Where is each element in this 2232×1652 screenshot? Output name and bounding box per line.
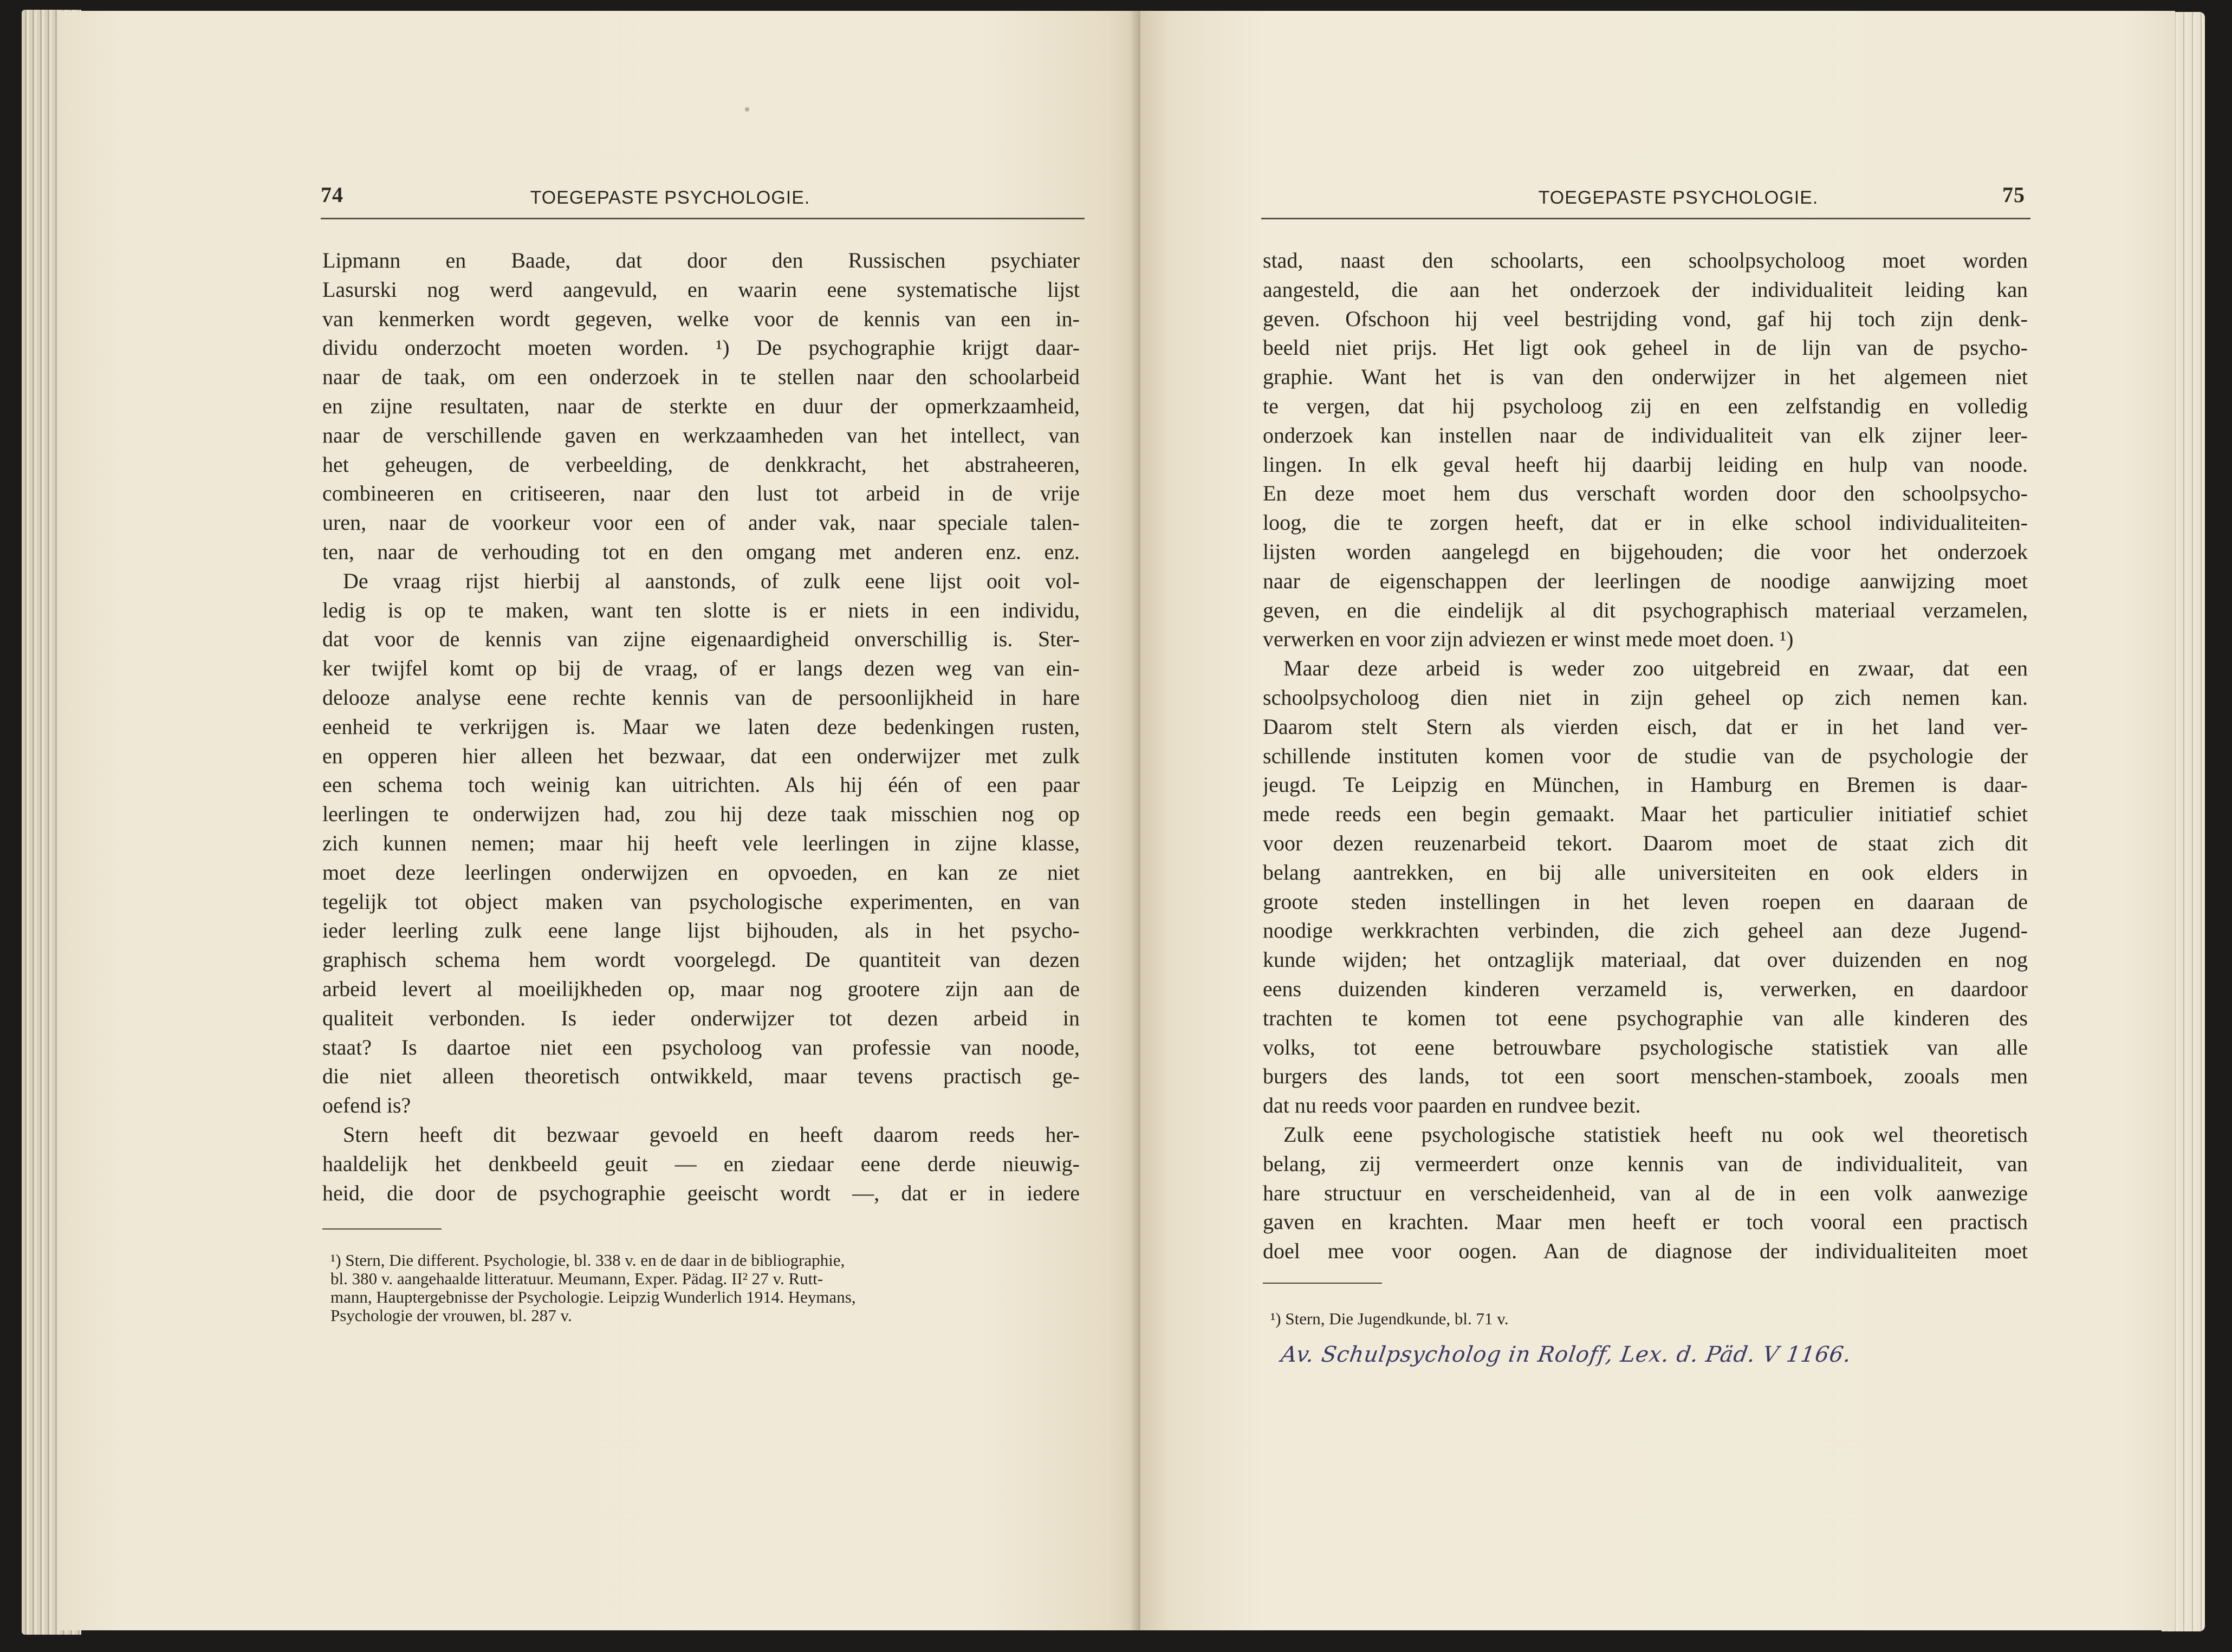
- text-line: stad, naast den schoolarts, een schoolpsycholoog moet worden: [1263, 248, 2028, 272]
- text-line: aangesteld, die aan het onderzoek der individualiteit leiding kan: [1263, 277, 2028, 302]
- text-line: noodige werkkrachten verbinden, die zich geheel aan deze Jugend-: [1263, 918, 2028, 943]
- text-line: graphisch schema hem wordt voorgelegd. De quantiteit van dezen: [322, 947, 1080, 972]
- right-running-head: [1261, 185, 2030, 219]
- text-line: eens duizenden kinderen verzameld is, verwerken, en daardoor: [1263, 976, 2028, 1001]
- text-line: burgers des lands, tot een soort menschen-stamboek, zooals men: [1263, 1064, 2028, 1089]
- left-page: [60, 11, 1140, 1630]
- text-line: Daarom stelt Stern als vierden eisch, dat er in het land ver-: [1263, 714, 2028, 739]
- text-line: haaldelijk het denkbeeld geuit — en ziedaar eene derde nieuwig-: [322, 1151, 1080, 1176]
- text-line: verwerken en voor zijn adviezen er winst mede moet doen. ¹): [1263, 627, 1794, 652]
- text-line: en zijne resultaten, naar de sterkte en duur der opmerkzaamheid,: [322, 393, 1080, 418]
- paper-speck: [745, 107, 749, 112]
- text-line: kunde wijden; het ontzaglijk materiaal, dat over duizenden en nog: [1263, 947, 2028, 972]
- text-line: naar de eigenschappen der leerlingen de noodige aanwijzing moet: [1263, 568, 2028, 593]
- footnote-line: mann, Hauptergebnisse der Psychologie. Leipzig Wunderlich 1914. Heymans,: [330, 1287, 856, 1306]
- text-line: eenheid te verkrijgen is. Maar we laten deze bedenkingen rusten,: [322, 714, 1080, 739]
- text-line: moet deze leerlingen onderwijzen en opvoeden, en kan ze niet: [322, 860, 1080, 884]
- text-line: Lipmann en Baade, dat door den Russischen psychiater: [322, 248, 1080, 272]
- text-line: arbeid levert al moeilijkheden op, maar nog grootere zijn aan de: [322, 976, 1080, 1001]
- right-footnote: [1270, 1310, 2023, 1328]
- footnote-line: ¹) Stern, Die Jugendkunde, bl. 71 v.: [1270, 1309, 1509, 1328]
- text-line: schillende instituten komen voor de studie van de psychologie der: [1263, 743, 2028, 768]
- text-line: dat voor de kennis van zijne eigenaardigheid onverschillig is. Ster-: [322, 627, 1080, 652]
- text-line: naar de taak, om een onderzoek in te stellen naar den schoolarbeid: [322, 365, 1080, 389]
- text-line: beeld niet prijs. Het ligt ook geheel in de lijn van de psycho-: [1263, 335, 2028, 360]
- text-line: ker twijfel komt op bij de vraag, of er langs dezen weg van ein-: [322, 656, 1080, 681]
- text-line: En deze moet hem dus verschaft worden door den schoolpsycho-: [1263, 481, 2028, 506]
- text-line: ten, naar de verhouding tot en den omgang met anderen enz. enz.: [322, 539, 1080, 564]
- running-head-title-left: TOEGEPASTE PSYCHOLOGIE.: [530, 187, 810, 208]
- text-line: heid, die door de psychographie geeischt wordt —, dat er in iedere: [322, 1180, 1080, 1205]
- text-line: die niet alleen theoretisch ontwikkeld, maar tevens practisch ge-: [322, 1064, 1080, 1089]
- left-running-head: [321, 185, 1085, 219]
- right-page: [1140, 11, 2175, 1630]
- handwritten-pencil-note: Av. Schulpsycholog in Roloff, Lex. d. Päd. V 1166.: [1279, 1342, 1853, 1367]
- text-line: graphie. Want het is van den onderwijzer in het algemeen niet: [1263, 365, 2028, 389]
- text-line: loog, die te zorgen heeft, dat er in elke school individualiteiten-: [1263, 510, 2028, 535]
- text-line: Zulk eene psychologische statistiek heeft nu ook wel theoretisch: [1283, 1122, 2028, 1147]
- page-number-left: 74: [321, 183, 343, 207]
- text-line: Lasurski nog werd aangevuld, en waarin eene systematische lijst: [322, 277, 1080, 302]
- text-line: van kenmerken wordt gegeven, welke voor de kennis van een in-: [322, 306, 1080, 331]
- text-line: tegelijk tot object maken van psychologische experimenten, en van: [322, 889, 1080, 914]
- text-line: Stern heeft dit bezwaar gevoeld en heeft daarom reeds her-: [343, 1122, 1080, 1147]
- text-line: doel mee voor oogen. Aan de diagnose der individualiteiten moet: [1263, 1239, 2028, 1264]
- footnote-line: bl. 380 v. aangehaalde litteratuur. Meumann, Exper. Pädag. II² 27 v. Rutt-: [330, 1269, 823, 1288]
- text-line: leerlingen te onderwijzen had, zou hij deze taak misschien nog op: [322, 802, 1080, 827]
- text-line: dat nu reeds voor paarden en rundvee bezit.: [1263, 1093, 1641, 1118]
- text-line: jeugd. Te Leipzig en München, in Hamburg en Bremen is daar-: [1263, 772, 2028, 797]
- text-line: volks, tot eene betrouwbare psychologische statistiek van alle: [1263, 1035, 2028, 1059]
- text-line: te vergen, dat hij psycholoog zij en een zelfstandig en volledig: [1263, 393, 2028, 418]
- footnote-line: Psychologie der vrouwen, bl. 287 v.: [330, 1306, 572, 1325]
- text-line: Maar deze arbeid is weder zoo uitgebreid en zwaar, dat een: [1283, 656, 2028, 681]
- text-line: dividu onderzocht moeten worden. ¹) De psychographie krijgt daar-: [322, 335, 1080, 360]
- text-line: mede reeds een begin gemaakt. Maar het particulier initiatief schiet: [1263, 802, 2028, 827]
- text-line: voor dezen reuzenarbeid tekort. Daarom moet de staat zich dit: [1263, 830, 2028, 855]
- text-line: staat? Is daartoe niet een psycholoog van professie van noode,: [322, 1035, 1080, 1059]
- text-line: delooze analyse eene rechte kennis van de persoonlijkheid in hare: [322, 685, 1080, 710]
- text-line: ieder leerling zulk eene lange lijst bijhouden, als in het psycho-: [322, 918, 1080, 943]
- text-line: geven, en die eindelijk al dit psychographisch materiaal verzamelen,: [1263, 597, 2028, 622]
- text-line: hare structuur en verscheidenheid, van al de in een volk aanwezige: [1263, 1180, 2028, 1205]
- text-line: gaven en krachten. Maar men heeft er toch vooral een practisch: [1263, 1209, 2028, 1234]
- text-line: lingen. In elk geval heeft hij daarbij leiding en hulp van noode.: [1263, 452, 2028, 477]
- footnote-rule-left: [322, 1228, 442, 1230]
- right-body-text: [1263, 246, 2028, 1266]
- text-line: De vraag rijst hierbij al aanstonds, of zulk eene lijst ooit vol-: [343, 568, 1080, 593]
- text-line: onderzoek kan instellen naar de individualiteit van elk zijner leer-: [1263, 422, 2028, 447]
- text-line: belang, zij vermeerdert onze kennis van de individualiteit, van: [1263, 1151, 2028, 1176]
- footnote-line: ¹) Stern, Die different. Psychologie, bl. 338 v. en de daar in de bibliographie,: [330, 1251, 845, 1270]
- left-footnote: [330, 1251, 1083, 1325]
- page-number-right: 75: [2002, 183, 2025, 207]
- text-line: oefend is?: [322, 1093, 411, 1118]
- text-line: belang aantrekken, en bij alle universiteiten en ook elders in: [1263, 860, 2028, 884]
- footnote-rule-right: [1263, 1283, 1382, 1284]
- text-line: schoolpsycholoog dien niet in zijn geheel op zich nemen kan.: [1263, 685, 2028, 710]
- text-line: naar de verschillende gaven en werkzaamheden van het intellect, van: [322, 422, 1080, 447]
- text-line: trachten te komen tot eene psychographie van alle kinderen des: [1263, 1005, 2028, 1030]
- text-line: het geheugen, de verbeelding, de denkkracht, het abstraheeren,: [322, 452, 1080, 477]
- text-line: een schema toch weinig kan uitrichten. Als hij één of een paar: [322, 772, 1080, 797]
- text-line: ledig is op te maken, want ten slotte is er niets in een individu,: [322, 597, 1080, 622]
- text-line: lijsten worden aangelegd en bijgehouden; die voor het onderzoek: [1263, 539, 2028, 564]
- text-line: zich kunnen nemen; maar hij heeft vele leerlingen in zijne klasse,: [322, 830, 1080, 855]
- running-head-title-right: TOEGEPASTE PSYCHOLOGIE.: [1538, 187, 1819, 208]
- text-line: geven. Ofschoon hij veel bestrijding vond, gaf hij toch zijn denk-: [1263, 306, 2028, 331]
- text-line: qualiteit verbonden. Is ieder onderwijzer tot dezen arbeid in: [322, 1005, 1080, 1030]
- left-body-text: [322, 246, 1080, 1207]
- text-line: en opperen hier alleen het bezwaar, dat een onderwijzer met zulk: [322, 743, 1080, 768]
- text-line: uren, naar de voorkeur voor een of ander vak, naar speciale talen-: [322, 510, 1080, 535]
- text-line: combineeren en critiseeren, naar den lust tot arbeid in de vrije: [322, 481, 1080, 506]
- text-line: groote steden instellingen in het leven roepen en daaraan de: [1263, 889, 2028, 914]
